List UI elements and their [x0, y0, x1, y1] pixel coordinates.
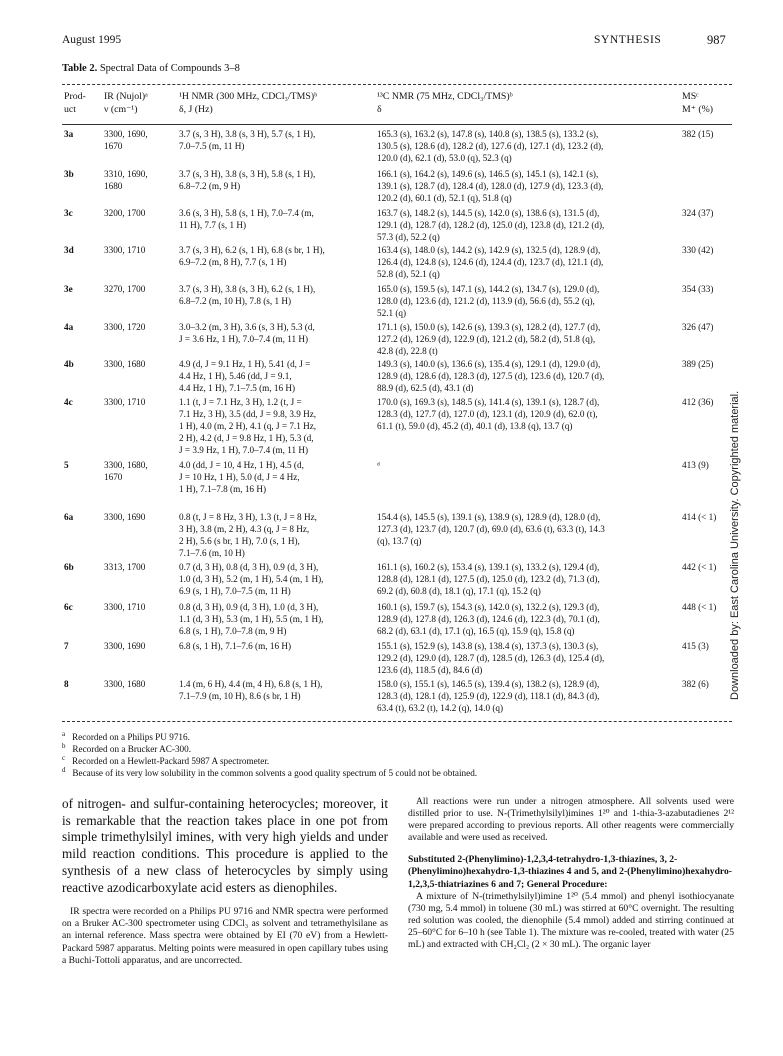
- cell-ms: 324 (37): [682, 208, 714, 218]
- cell-c-nmr: 149.3 (s), 140.0 (s), 136.6 (s), 135.4 (s), 129.1 (d), 129.0 (d), 128.9 (d), 128.6 (d), 128.3 (d), 127.5 (d), 123.6 (d), 120.7 (d), 88.9 (d), 62.5 (d), 43.1 (d): [377, 359, 605, 394]
- table-caption-label: Table 2.: [62, 63, 98, 74]
- procedure-paragraph: A mixture of N-(trimethylsilyl)imine 1²⁰ (5.4 mmol) and phenyl isothiocyanate (730 mg, 5.4 mmol) in toluene (30 mL) was stirred at 60°C overnight. The resulting red solution was cooled, the dienophile (5.4 mmol) added and stirring continued at 25–60°C for 6–10 h (see Table 1). The mixture was re-cooled, treated with water (25 mL) and extracted with CH₂Cl₂ (2 × 30 mL). The organic layer: [408, 890, 734, 951]
- cell-product: 4b: [64, 359, 74, 369]
- footnote-text: Recorded on a Hewlett-Packard 5987 A spectrometer.: [72, 756, 270, 767]
- cell-c-nmr: ᵈ: [377, 460, 380, 470]
- cell-product: 3c: [64, 208, 73, 218]
- cell-ir: 3300, 1720: [104, 322, 146, 332]
- cell-c-nmr: 170.0 (s), 169.3 (s), 148.5 (s), 141.4 (s), 139.1 (s), 128.7 (d), 128.3 (d), 127.7 (d), 127.0 (d), 123.1 (d), 120.9 (d), 62.0 (t), 61.1 (t), 59.0 (d), 45.2 (d), 40.1 (d), 13.8 (q), 13.7 (q): [377, 397, 600, 432]
- footnote-mark: a: [62, 730, 66, 738]
- cell-product: 3a: [64, 129, 74, 139]
- cell-ir: 3300, 1690: [104, 641, 146, 651]
- download-notice: Downloaded by: East Carolina University. Copyrighted material.: [729, 390, 741, 700]
- cell-ms: 413 (9): [682, 460, 709, 470]
- cell-c-nmr: 171.1 (s), 150.0 (s), 142.6 (s), 139.3 (s), 128.2 (d), 127.7 (d), 127.2 (d), 126.9 (d), 122.9 (d), 121.2 (d), 58.2 (d), 51.8 (q), 42.8 (d), 22.8 (t): [377, 322, 601, 357]
- cell-ir: 3300, 1680: [104, 679, 146, 689]
- footnote-mark: d: [62, 766, 66, 774]
- cell-h-nmr: 3.7 (s, 3 H), 3.8 (s, 3 H), 5.8 (s, 1 H), 6.8–7.2 (m, 9 H): [179, 169, 316, 192]
- cell-h-nmr: 3.7 (s, 3 H), 6.2 (s, 1 H), 6.8 (s br, 1 H), 6.9–7.2 (m, 8 H), 7.7 (s, 1 H): [179, 245, 325, 268]
- cell-h-nmr: 6.8 (s, 1 H), 7.1–7.6 (m, 16 H): [179, 641, 292, 651]
- cell-h-nmr: 3.6 (s, 3 H), 5.8 (s, 1 H), 7.0–7.4 (m, 11 H), 7.7 (s, 1 H): [179, 208, 314, 231]
- cell-h-nmr: 1.4 (m, 6 H), 4.4 (m, 4 H), 6.8 (s, 1 H), 7.1–7.9 (m, 10 H), 8.6 (s br, 1 H): [179, 679, 323, 702]
- cell-ms: 389 (25): [682, 359, 714, 369]
- table-caption-text: Spectral Data of Compounds 3–8: [99, 63, 240, 74]
- cell-product: 8: [64, 679, 69, 689]
- cell-h-nmr: 1.1 (t, J = 7.1 Hz, 3 H), 1.2 (t, J = 7.1 Hz, 3 H), 3.5 (dd, J = 9.8, 3.9 Hz, 1 H), 4.0 (m, 2 H), 4.1 (q, J = 7.1 Hz, 2 H), 4.2 (d, J = 9.8 Hz, 1 H), 5.3 (d, J = 3.9 Hz, 1 H), 7.0–7.4 (m, 11 H): [179, 397, 317, 456]
- running-header-journal: SYNTHESIS: [594, 34, 662, 46]
- cell-c-nmr: 165.0 (s), 159.5 (s), 147.1 (s), 144.2 (s), 134.7 (s), 129.0 (d), 128.0 (d), 123.6 (d), 121.2 (d), 113.9 (d), 56.6 (d), 55.2 (q), 52.1 (q): [377, 284, 600, 319]
- cell-ir: 3200, 1700: [104, 208, 146, 218]
- cell-ir: 3270, 1700: [104, 284, 146, 294]
- cell-ms: 414 (< 1): [682, 512, 717, 522]
- cell-ms: 382 (6): [682, 679, 709, 689]
- column-header-h-nmr: ¹H NMR (300 MHz, CDCl₃/TMS)ᵇ δ, J (Hz): [179, 91, 318, 115]
- cell-c-nmr: 163.4 (s), 148.0 (s), 144.2 (s), 142.9 (s), 132.5 (d), 128.9 (d), 126.4 (d), 124.8 (s), 124.6 (d), 124.4 (d), 123.7 (d), 121.1 (d), 52.8 (d), 52.1 (q): [377, 245, 604, 280]
- cell-h-nmr: 0.7 (d, 3 H), 0.8 (d, 3 H), 0.9 (d, 3 H), 1.0 (d, 3 H), 5.2 (m, 1 H), 5.4 (m, 1 H), 6.9 (s, 1 H), 7.0–7.5 (m, 11 H): [179, 562, 324, 597]
- cell-ir: 3300, 1680, 1670: [104, 460, 148, 483]
- column-header-ms: MSᶜ M⁺ (%): [682, 91, 714, 115]
- cell-ir: 3300, 1690, 1670: [104, 129, 148, 152]
- column-header-ir: IR (Nujol)ᵃ ν (cm⁻¹): [104, 91, 148, 115]
- cell-c-nmr: 165.3 (s), 163.2 (s), 147.8 (s), 140.8 (s), 138.5 (s), 133.2 (s), 130.5 (s), 128.6 (d), 128.2 (d), 127.6 (d), 127.1 (d), 123.2 (d), 120.0 (d), 62.1 (d), 53.0 (q), 52.3 (q): [377, 129, 604, 164]
- cell-h-nmr: 0.8 (d, 3 H), 0.9 (d, 3 H), 1.0 (d, 3 H), 1.1 (d, 3 H), 5.3 (m, 1 H), 5.5 (m, 1 H), 6.8 (s, 1 H), 7.0–7.8 (m, 9 H): [179, 602, 324, 637]
- cell-ms: 382 (15): [682, 129, 714, 139]
- footnote-mark: c: [62, 754, 66, 762]
- cell-ir: 3300, 1690: [104, 512, 146, 522]
- cell-h-nmr: 4.9 (d, J = 9.1 Hz, 1 H), 5.41 (d, J = 4.4 Hz, 1 H), 5.46 (dd, J = 9.1, 4.4 Hz, 1 H), 7.1–7.5 (m, 16 H): [179, 359, 311, 394]
- reagents-paragraph: All reactions were run under a nitrogen atmosphere. All solvents used were distilled prior to use. N-(Trimethylsilyl)imines 1²⁰ and 1-thia-3-azabutadienes 2¹² were prepared according to previous reports. All other reagents were commercially available and were used as received.: [408, 796, 734, 844]
- running-header-date: August 1995: [62, 34, 122, 46]
- cell-c-nmr: 166.1 (s), 164.2 (s), 149.6 (s), 146.5 (s), 145.1 (s), 142.1 (s), 139.1 (s), 128.7 (d), 128.4 (d), 128.0 (d), 127.9 (d), 123.3 (d), 120.2 (d), 60.1 (d), 52.1 (q), 51.8 (q): [377, 169, 604, 204]
- cell-c-nmr: 158.0 (s), 155.1 (s), 146.5 (s), 139.4 (s), 138.2 (s), 128.9 (d), 128.3 (d), 128.1 (d), 125.9 (d), 122.9 (d), 118.1 (d), 84.3 (d), 63.4 (t), 63.2 (t), 14.2 (q), 14.0 (q): [377, 679, 600, 714]
- cell-product: 5: [64, 460, 69, 470]
- footnote-text: Because of its very low solubility in the common solvents a good quality spectrum of 5 could not be obtained.: [72, 768, 478, 779]
- table-bottom-rule: [62, 721, 732, 722]
- cell-h-nmr: 3.7 (s, 3 H), 3.8 (s, 3 H), 6.2 (s, 1 H), 6.8–7.2 (m, 10 H), 7.8 (s, 1 H): [179, 284, 316, 307]
- cell-product: 6c: [64, 602, 73, 612]
- body-column-right: [408, 796, 734, 951]
- cell-ir: 3300, 1680: [104, 359, 146, 369]
- cell-ms: 412 (36): [682, 397, 714, 407]
- cell-c-nmr: 161.1 (s), 160.2 (s), 153.4 (s), 139.1 (s), 133.2 (s), 129.4 (d), 128.8 (d), 128.1 (d), 127.5 (d), 125.0 (d), 123.2 (d), 71.3 (d), 69.2 (d), 60.8 (d), 18.1 (q), 17.1 (q), 15.2 (q): [377, 562, 600, 597]
- cell-c-nmr: 163.7 (s), 148.2 (s), 144.5 (s), 142.0 (s), 138.6 (s), 131.5 (d), 129.1 (d), 128.7 (d), 128.2 (d), 125.0 (d), 123.8 (d), 121.2 (d), 57.3 (d), 52.2 (q): [377, 208, 605, 243]
- cell-ir: 3313, 1700: [104, 562, 146, 572]
- cell-c-nmr: 160.1 (s), 159.7 (s), 154.3 (s), 142.0 (s), 132.2 (s), 129.3 (d), 128.9 (d), 127.8 (d), 126.3 (d), 124.6 (d), 122.3 (d), 70.1 (d), 68.2 (d), 63.1 (d), 17.1 (q), 16.5 (q), 15.9 (q), 15.8 (q): [377, 602, 600, 637]
- cell-product: 3d: [64, 245, 74, 255]
- cell-product: 6a: [64, 512, 74, 522]
- footnote-mark: b: [62, 742, 66, 750]
- cell-h-nmr: 3.7 (s, 3 H), 3.8 (s, 3 H), 5.7 (s, 1 H), 7.0–7.5 (m, 11 H): [179, 129, 316, 152]
- table-caption: [62, 63, 240, 74]
- experimental-paragraph: IR spectra were recorded on a Philips PU 9716 and NMR spectra were performed on a Bruker AC-300 spectrometer using CDCl₃ as solvent and tetramethylsilane as an internal reference. Mass spectra were obtained by EI (70 eV) from a Hewlett-Packard 5987 apparatus. Melting points were measured in open capillary tubes using a Buchi-Tottoli apparatus, and are uncorrected.: [62, 906, 388, 966]
- cell-c-nmr: 154.4 (s), 145.5 (s), 139.1 (s), 138.9 (s), 128.9 (d), 128.0 (d), 127.3 (d), 123.7 (d), 120.7 (d), 69.0 (d), 63.6 (t), 63.3 (t), 14.3 (q), 13.7 (q): [377, 512, 605, 547]
- cell-h-nmr: 0.8 (t, J = 8 Hz, 3 H), 1.3 (t, J = 8 Hz, 3 H), 3.8 (m, 2 H), 4.3 (q, J = 8 Hz, 2 H), 5.6 (s br, 1 H), 7.0 (s, 1 H), 7.1–7.6 (m, 10 H): [179, 512, 317, 559]
- cell-ms: 415 (3): [682, 641, 709, 651]
- cell-h-nmr: 4.0 (dd, J = 10, 4 Hz, 1 H), 4.5 (d, J = 10 Hz, 1 H), 5.0 (d, J = 4 Hz, 1 H), 7.1–7.8 (m, 16 H): [179, 460, 304, 495]
- table-footnote: [62, 765, 477, 780]
- cell-product: 6b: [64, 562, 74, 572]
- column-header-c-nmr: ¹³C NMR (75 MHz, CDCl₃/TMS)ᵇ δ: [377, 91, 513, 115]
- body-column-left: [62, 796, 388, 967]
- cell-product: 4a: [64, 322, 74, 332]
- cell-product: 4c: [64, 397, 73, 407]
- intro-paragraph: of nitrogen- and sulfur-containing heterocycles; moreover, it is remarkable that the reaction takes place in one pot from simple trimethylsilyl imines, with very high yields and under mild reaction conditions. This procedure is applied to the synthesis of a new class of heterocycles by simply using reactive azodicarboxylate acid esters as dienophiles.: [62, 796, 388, 895]
- cell-product: 3e: [64, 284, 73, 294]
- cell-ir: 3300, 1710: [104, 602, 146, 612]
- table-header-rule: [62, 124, 732, 125]
- footnote-text: Recorded on a Brucker AC-300.: [72, 744, 192, 755]
- procedure-heading: Substituted 2-(Phenylimino)-1,2,3,4-tetrahydro-1,3-thiazines, 3, 2-(Phenylimino)hexahydro-1,3-thiazines 4 and 5, and 2-(Phenylimino)hexahydro-1,2,3,5-thiatriazines 6 and 7; General Procedure:: [408, 854, 732, 890]
- cell-ir: 3310, 1690, 1680: [104, 169, 148, 192]
- cell-c-nmr: 155.1 (s), 152.9 (s), 143.8 (s), 138.4 (s), 137.3 (s), 130.3 (s), 129.2 (d), 129.0 (d), 128.7 (d), 128.5 (d), 126.3 (d), 125.4 (d), 123.6 (d), 118.5 (d), 84.6 (d): [377, 641, 605, 676]
- cell-product: 7: [64, 641, 69, 651]
- column-header-product: Prod- uct: [64, 91, 86, 115]
- cell-ir: 3300, 1710: [104, 245, 146, 255]
- cell-ir: 3300, 1710: [104, 397, 146, 407]
- footnote-text: Recorded on a Philips PU 9716.: [72, 732, 190, 743]
- cell-ms: 448 (< 1): [682, 602, 717, 612]
- cell-h-nmr: 3.0–3.2 (m, 3 H), 3.6 (s, 3 H), 5.3 (d, J = 3.6 Hz, 1 H), 7.0–7.4 (m, 11 H): [179, 322, 315, 345]
- cell-ms: 326 (47): [682, 322, 714, 332]
- cell-ms: 442 (< 1): [682, 562, 717, 572]
- table-top-rule: [62, 84, 732, 85]
- page-number: 987: [707, 33, 726, 47]
- cell-product: 3b: [64, 169, 74, 179]
- cell-ms: 330 (42): [682, 245, 714, 255]
- cell-ms: 354 (33): [682, 284, 714, 294]
